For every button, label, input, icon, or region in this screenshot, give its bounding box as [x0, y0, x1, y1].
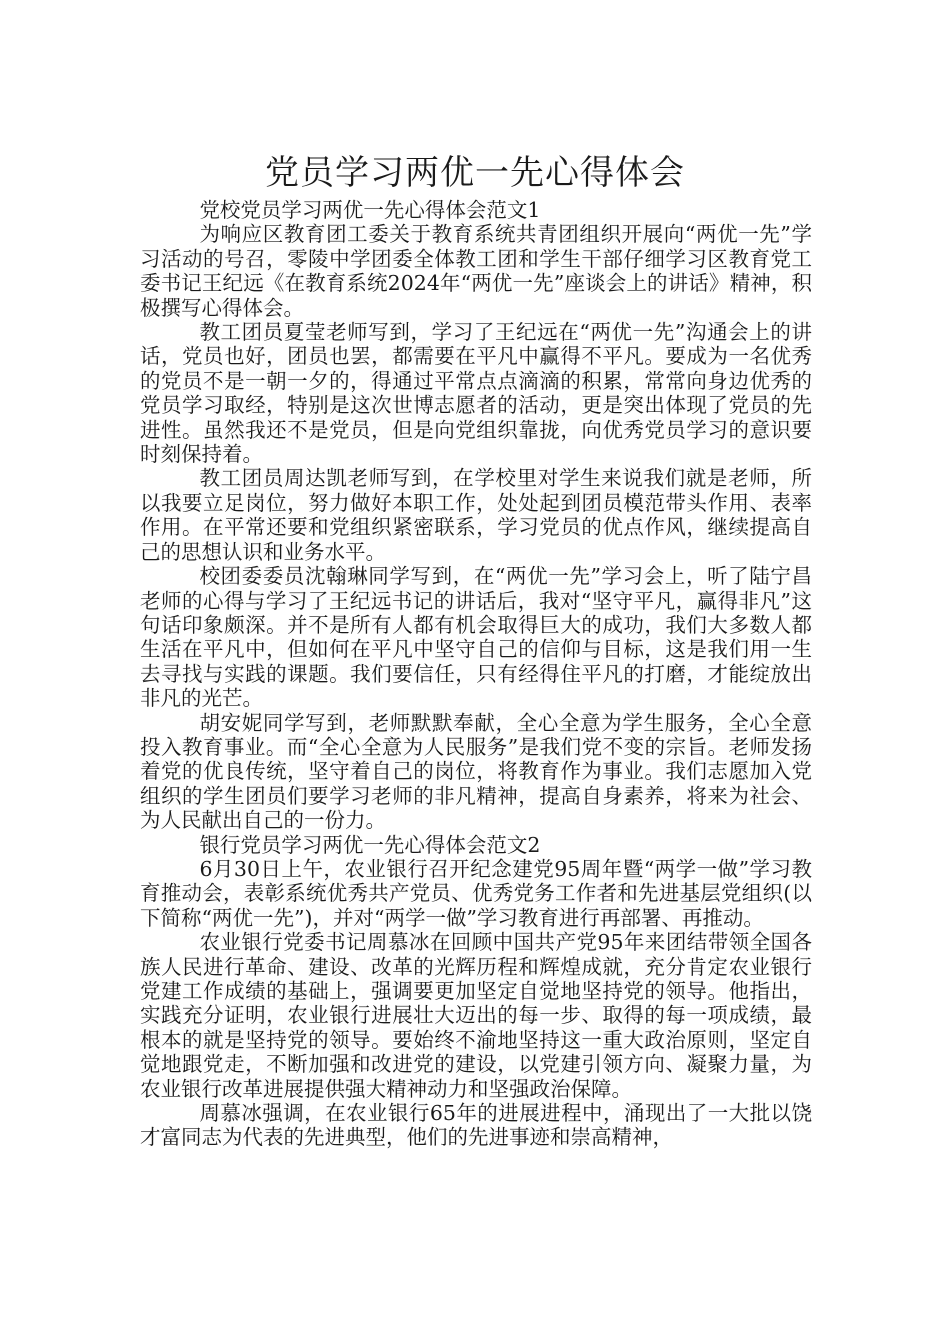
paragraph: 农业银行党委书记周慕冰在回顾中国共产党95年来团结带领全国各族人民进行革命、建设、改革的光辉历程和辉煌成就，充分肯定农业银行党建工作成绩的基础上，强调要更加坚定自觉地坚持党的领导。他指出，实践充分证明，农业银行进展壮大迈出的每一步、取得的每一项成绩，最根本的就是坚持党的领导。要始终不渝地坚持这一重大政治原则，坚定自觉地跟党走，不断加强和改进党的建设，以党建引领方向、凝聚力量，为农业银行改革进展提供强大精神动力和坚强政治保障。 — [140, 930, 812, 1101]
paragraph: 为响应区教育团工委关于教育系统共青团组织开展向“两优一先”学习活动的号召，零陵中学团委全体教工团和学生干部仔细学习区教育党工委书记王纪远《在教育系统2024年“两优一先”座谈会上的讲话》精神，积极撰写心得体会。 — [140, 222, 812, 320]
page-title: 党员学习两优一先心得体会 — [265, 152, 685, 193]
section-heading-1: 党校党员学习两优一先心得体会范文1 — [199, 198, 541, 222]
paragraph: 6月30日上午，农业银行召开纪念建党95周年暨“两学一做”学习教育推动会，表彰系统优秀共产党员、优秀党务工作者和先进基层党组织(以下简称“两优一先”)，并对“两学一做”学习教育进行再部署、再推动。 — [140, 856, 812, 930]
paragraph: 胡安妮同学写到，老师默默奉献，全心全意为学生服务，全心全意投入教育事业。而“全心全意为人民服务”是我们党不变的宗旨。老师发扬着党的优良传统，坚守着自己的岗位，将教育作为事业。我们志愿加入党组织的学生团员们要学习老师的非凡精神，提高自身素养，将来为社会、为人民献出自己的一份力。 — [140, 710, 812, 833]
paragraph: 教工团员夏莹老师写到，学习了王纪远在“两优一先”沟通会上的讲话，党员也好，团员也罢，都需要在平凡中赢得不平凡。要成为一名优秀的党员不是一朝一夕的，得通过平常点点滴滴的积累，常常向身边优秀的党员学习取经，特别是这次世博志愿者的活动，更是突出体现了党员的先进性。虽然我还不是党员，但是向党组织靠拢，向优秀党员学习的意识要时刻保持着。 — [140, 320, 812, 467]
paragraph: 教工团员周达凯老师写到，在学校里对学生来说我们就是老师，所以我要立足岗位，努力做好本职工作，处处起到团员模范带头作用、表率作用。在平常还要和党组织紧密联系，学习党员的优点作风，继续提高自己的思想认识和业务水平。 — [140, 466, 812, 564]
paragraph: 校团委委员沈翰琳同学写到，在“两优一先”学习会上，听了陆宁昌老师的心得与学习了王纪远书记的讲话后，我对“坚守平凡，赢得非凡”这句话印象颇深。并不是所有人都有机会取得巨大的成功，我们大多数人都生活在平凡中，但如何在平凡中坚守自己的信仰与目标，这是我们用一生去寻找与实践的课题。我们要信任，只有经得住平凡的打磨，才能绽放出非凡的光芒。 — [140, 564, 812, 711]
section-heading-2: 银行党员学习两优一先心得体会范文2 — [199, 832, 541, 857]
document-body — [140, 198, 812, 1150]
paragraph: 周慕冰强调，在农业银行65年的进展进程中，涌现出了一大批以饶才富同志为代表的先进典型，他们的先进事迹和崇高精神， — [140, 1101, 812, 1150]
